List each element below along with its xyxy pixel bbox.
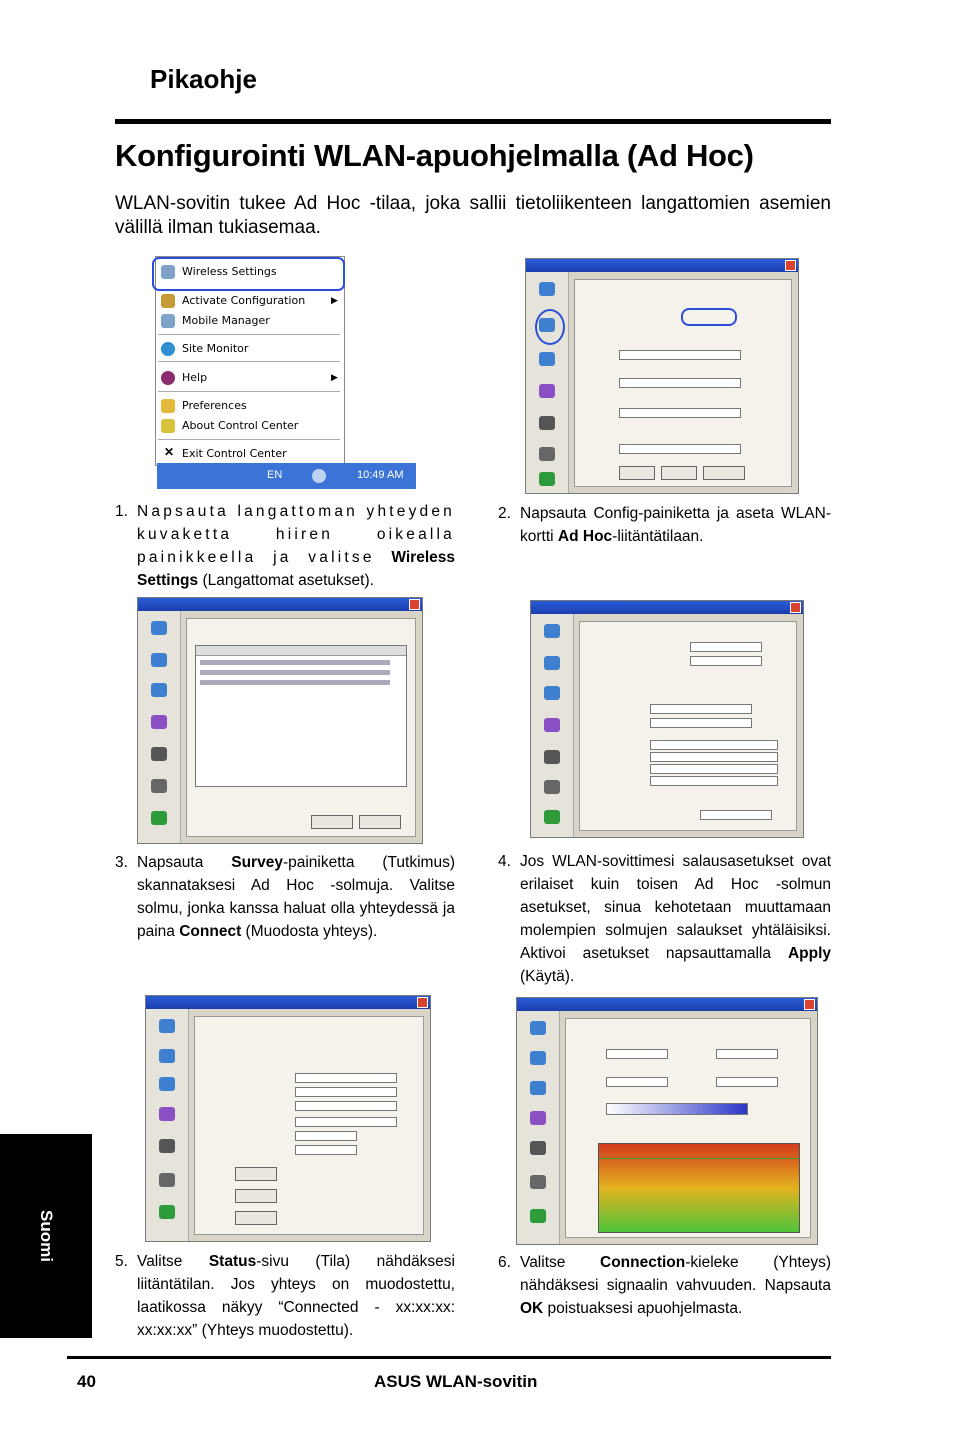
- submenu-arrow-icon: ▶: [331, 372, 338, 382]
- step-number: 5.: [115, 1253, 128, 1270]
- save-config-icon: [159, 1173, 175, 1187]
- step-5-caption: [115, 1250, 455, 1342]
- close-icon: [785, 260, 796, 271]
- tray-context-menu: [155, 256, 345, 466]
- ok-icon: [544, 810, 560, 824]
- step-bold: Survey: [231, 854, 283, 871]
- menu-item-about[interactable]: About Control Center: [182, 419, 299, 432]
- language-tab-label: Suomi: [37, 1210, 56, 1262]
- close-icon: [417, 997, 428, 1008]
- language-tab: [0, 1134, 92, 1338]
- step-number: 4.: [498, 853, 511, 870]
- survey-icon: [151, 683, 167, 697]
- taskbar: [157, 463, 416, 489]
- screenshot-connection: [516, 997, 818, 1245]
- encryption-panel: [579, 621, 797, 831]
- search-button[interactable]: [311, 815, 353, 829]
- adhoc-highlight-ring: [681, 308, 737, 326]
- wireless-settings-icon: [161, 265, 175, 279]
- menu-separator: [158, 391, 340, 392]
- ok-icon: [539, 472, 555, 486]
- step-text: Jos WLAN-sovittimesi salausasetukset ovat erilaiset kuin toisen Ad Hoc -solmun asetukset, sinua kehotetaan muuttamaan molempien solmujen salaukset yhtäläisiksi. Aktivoi asetukset napsauttamalla: [520, 853, 831, 962]
- step-number: 3.: [115, 854, 128, 871]
- tray-language: EN: [267, 469, 283, 481]
- submenu-arrow-icon: ▶: [331, 295, 338, 305]
- survey-panel: [186, 618, 416, 837]
- ok-icon: [530, 1209, 546, 1223]
- config-icon: [544, 656, 560, 670]
- site-monitor-icon: [161, 342, 175, 356]
- preferences-icon: [161, 399, 175, 413]
- survey-icon: [530, 1081, 546, 1095]
- step-text: -kieleke (Yhteys) nähdäksesi signaalin vahvuuden. Napsauta: [520, 1254, 831, 1294]
- close-icon: [804, 999, 815, 1010]
- step-text: poistuaksesi apuohjelmasta.: [543, 1300, 743, 1317]
- menu-separator: [158, 361, 340, 362]
- signal-strength-bar: [606, 1103, 748, 1115]
- step-text: -sivu (Tila) nähdäksesi liitäntätilan. Jos yhteys on muodostettu, laatikossa näkyy “Connected - xx:xx:xx: xx:xx:xx” (Yhteys muodostettu).: [137, 1253, 455, 1339]
- step-text: Napsauta Config-painiketta ja aseta WLAN-kortti: [520, 505, 831, 545]
- window-sidebar: [146, 1009, 189, 1241]
- step-number: 1.: [115, 503, 128, 520]
- step-bold: Connect: [179, 923, 242, 940]
- step-bold: OK: [520, 1300, 544, 1317]
- menu-item-site-monitor[interactable]: Site Monitor: [182, 342, 249, 355]
- menu-item-wireless-settings[interactable]: Wireless Settings: [182, 265, 277, 278]
- step-text: Napsauta: [137, 854, 232, 871]
- status-icon: [151, 621, 167, 635]
- activate-config-icon: [161, 294, 175, 308]
- close-icon: [790, 602, 801, 613]
- menu-separator: [158, 439, 340, 440]
- step-text: Valitse: [137, 1253, 209, 1270]
- page-number: 40: [77, 1372, 96, 1391]
- signal-graph: [598, 1143, 800, 1233]
- screenshot-status: [145, 995, 431, 1242]
- page-title: Konfigurointi WLAN-apuohjelmalla (Ad Hoc): [115, 138, 754, 173]
- survey-icon: [544, 686, 560, 700]
- survey-icon: [159, 1077, 175, 1091]
- status-icon: [159, 1019, 175, 1033]
- menu-item-exit[interactable]: Exit Control Center: [182, 447, 287, 460]
- link-state-icon: [544, 750, 560, 764]
- menu-item-help[interactable]: Help: [182, 371, 208, 384]
- step-bold: Wireless Settings: [137, 549, 455, 589]
- screenshot-encryption: [530, 600, 804, 838]
- about-icon: [161, 419, 175, 433]
- save-config-icon: [544, 780, 560, 794]
- link-state-icon: [159, 1139, 175, 1153]
- window-titlebar: [138, 598, 422, 611]
- tray-clock: 10:49 AM: [357, 469, 404, 481]
- step-text: -liitäntätilaan.: [612, 528, 704, 545]
- menu-item-preferences[interactable]: Preferences: [182, 399, 247, 412]
- config-icon: [151, 653, 167, 667]
- about-icon: [151, 715, 167, 729]
- config-icon: [530, 1051, 546, 1065]
- step-number: 6.: [498, 1254, 511, 1271]
- about-icon: [530, 1111, 546, 1125]
- window-sidebar: [526, 272, 569, 493]
- step-bold: Apply: [787, 945, 831, 962]
- intro-paragraph: WLAN-sovitin tukee Ad Hoc -tilaa, joka sallii tietoliikenteen langattomien asemien välillä ilman tukiasemaa.: [115, 193, 831, 238]
- step-2-caption: [498, 502, 831, 548]
- status-panel: [194, 1016, 424, 1235]
- window-titlebar: [517, 998, 817, 1011]
- connection-panel: [565, 1018, 811, 1238]
- close-icon: [409, 599, 420, 610]
- screenshot-config: [525, 258, 799, 494]
- config-panel: [574, 279, 792, 487]
- step-6-caption: [498, 1251, 831, 1320]
- window-titlebar: [526, 259, 798, 272]
- connect-button[interactable]: [359, 815, 401, 829]
- save-config-icon: [151, 779, 167, 793]
- step-text: -painiketta (Tutkimus) skannataksesi Ad Hoc -solmuja. Valitse solmu, jonka kanssa haluat olla yhteydessä ja paina: [137, 854, 455, 940]
- wireless-tray-icon[interactable]: [312, 469, 326, 483]
- link-state-icon: [539, 416, 555, 430]
- status-icon: [530, 1021, 546, 1035]
- step-bold: Ad Hoc: [557, 528, 613, 545]
- link-state-icon: [151, 747, 167, 761]
- step-text: (Muodosta yhteys).: [241, 923, 378, 940]
- step-3-caption: [115, 851, 455, 943]
- about-icon: [539, 384, 555, 398]
- top-rule: [115, 119, 831, 124]
- step-bold: Connection: [600, 1254, 686, 1271]
- window-sidebar: [531, 614, 574, 837]
- window-titlebar: [146, 996, 430, 1009]
- step-text: (Langattomat asetukset).: [198, 572, 374, 589]
- step-number: 2.: [498, 505, 511, 522]
- step-text: Napsauta langattoman yhteyden kuvaketta hiiren oikealla painikkeella ja valitse: [137, 503, 455, 566]
- screenshot-survey: [137, 597, 423, 844]
- window-titlebar: [531, 601, 803, 614]
- config-icon: [159, 1049, 175, 1063]
- menu-item-mobile-manager[interactable]: Mobile Manager: [182, 314, 270, 327]
- section-heading: Pikaohje: [150, 64, 257, 94]
- window-sidebar: [517, 1011, 560, 1244]
- step-text: Valitse: [520, 1254, 600, 1271]
- menu-item-activate-configuration[interactable]: Activate Configuration: [182, 294, 306, 307]
- save-config-icon: [539, 447, 555, 461]
- ok-icon: [159, 1205, 175, 1219]
- ok-icon: [151, 811, 167, 825]
- survey-icon: [539, 352, 555, 366]
- step-4-caption: [498, 850, 831, 988]
- step-1-caption: [115, 500, 455, 592]
- link-state-icon: [530, 1141, 546, 1155]
- bottom-rule: [67, 1356, 831, 1359]
- step-text: (Käytä).: [520, 968, 575, 985]
- help-icon: [161, 371, 175, 385]
- status-icon: [544, 624, 560, 638]
- mobile-manager-icon: [161, 314, 175, 328]
- networks-list: [195, 645, 407, 787]
- about-icon: [544, 718, 560, 732]
- close-icon: ✕: [164, 445, 175, 459]
- config-highlight-ring: [535, 309, 565, 345]
- window-sidebar: [138, 611, 181, 843]
- save-config-icon: [530, 1175, 546, 1189]
- step-bold: Status: [208, 1253, 257, 1270]
- about-icon: [159, 1107, 175, 1121]
- status-icon: [539, 282, 555, 296]
- menu-separator: [158, 334, 340, 335]
- footer-product: ASUS WLAN-sovitin: [374, 1372, 538, 1391]
